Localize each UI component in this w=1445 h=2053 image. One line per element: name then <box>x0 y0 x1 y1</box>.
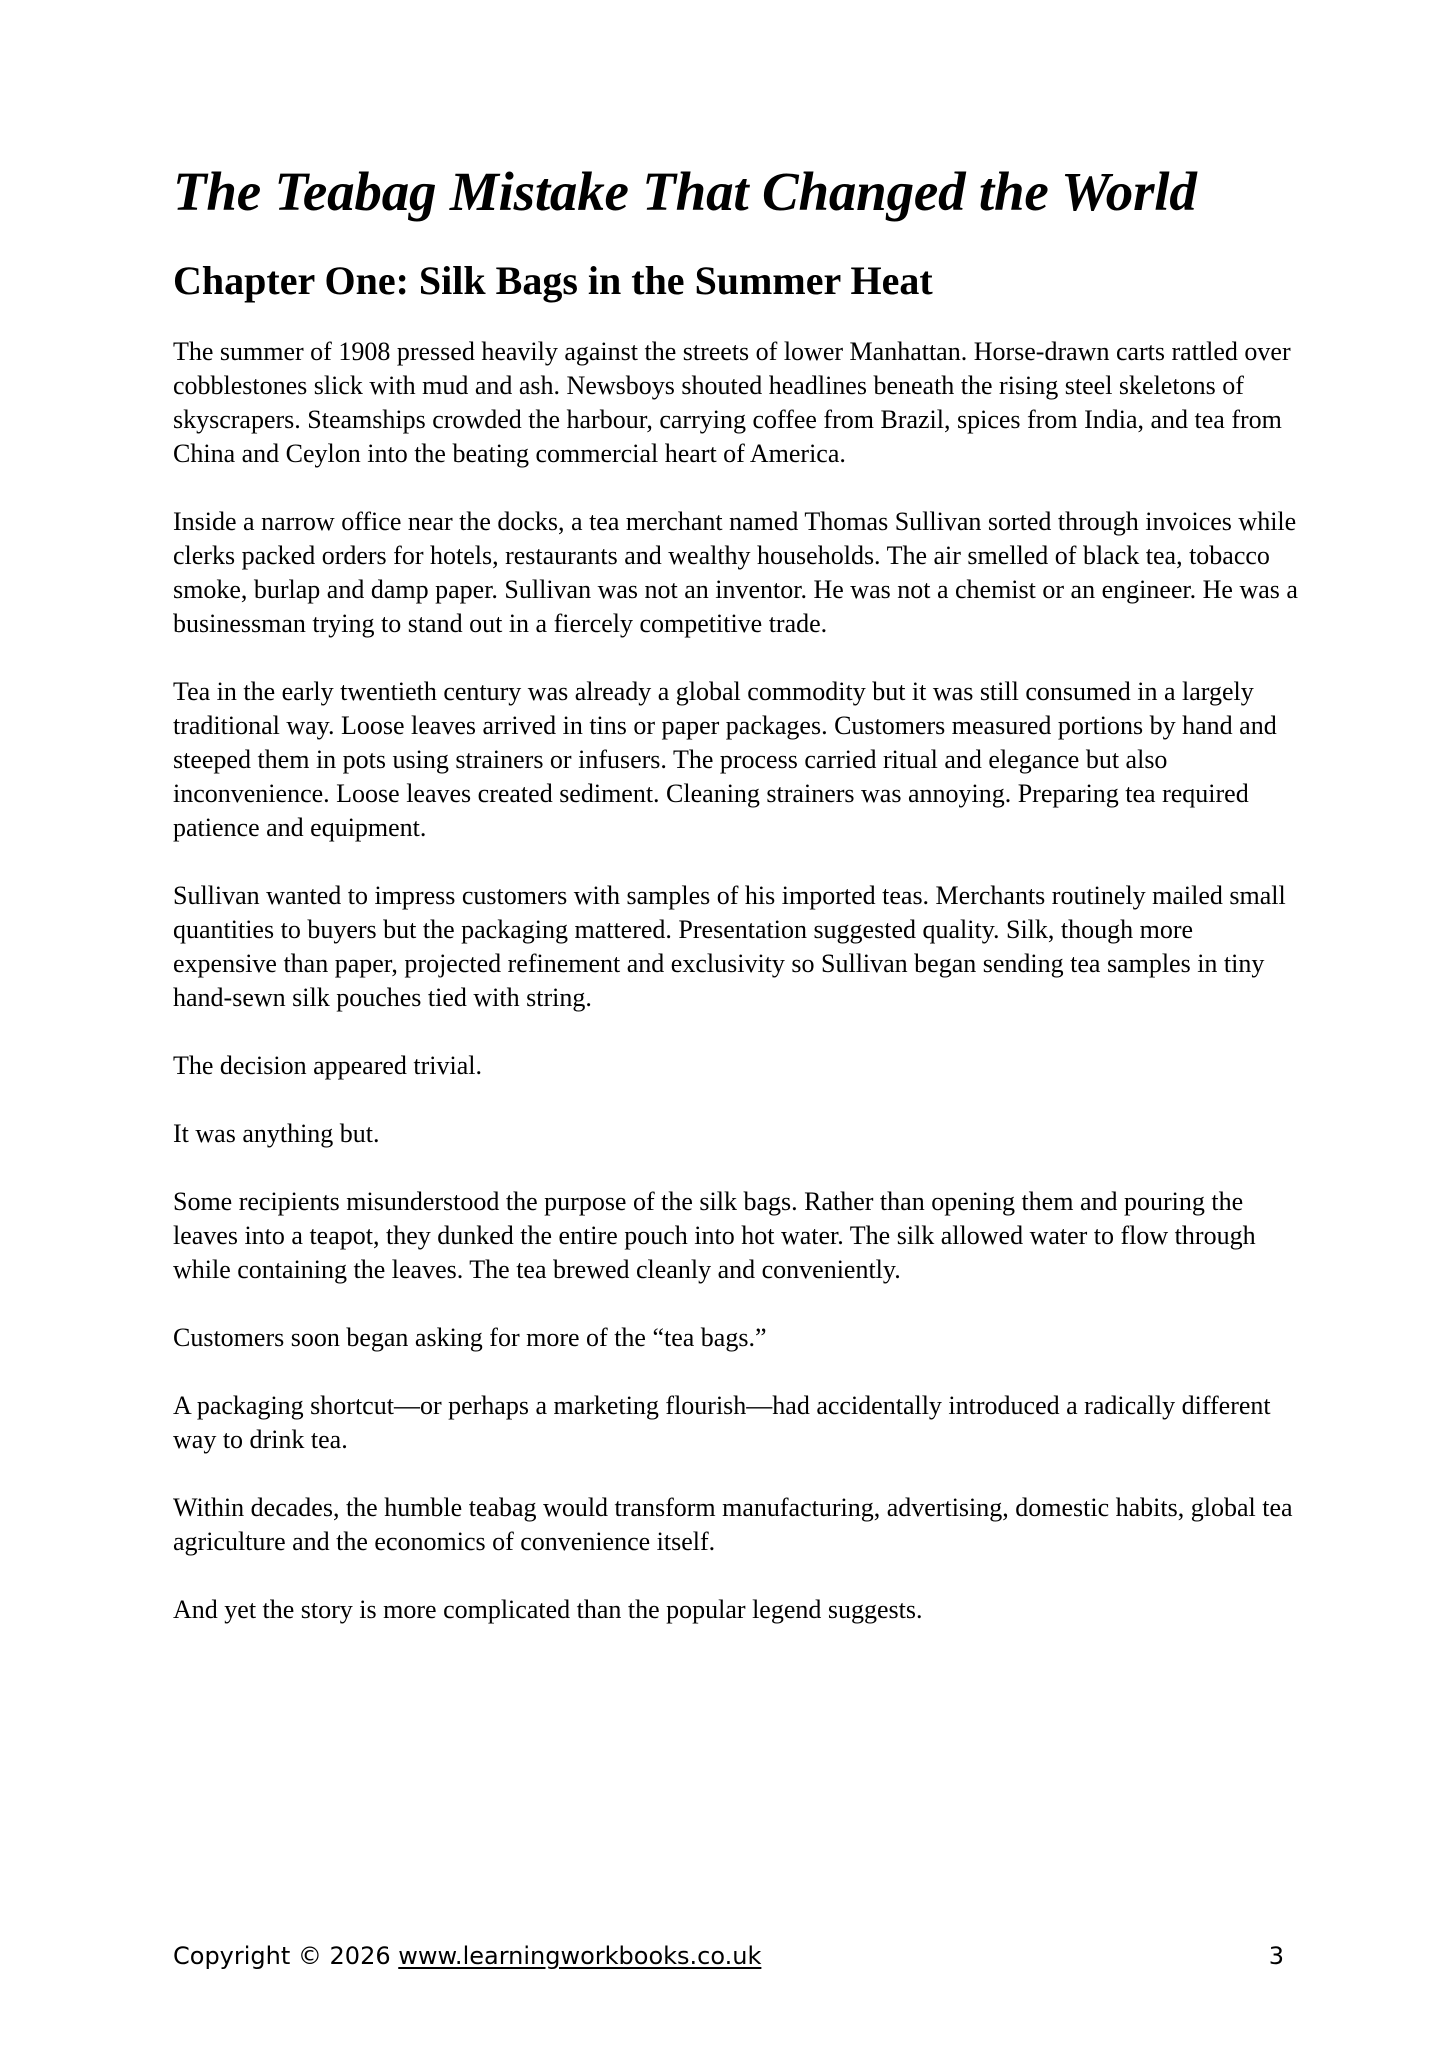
chapter-body <box>173 335 1303 1627</box>
page-footer <box>173 1940 1284 1972</box>
body-paragraph: The summer of 1908 pressed heavily against the streets of lower Manhattan. Horse-drawn carts rattled over cobblestones slick with mud and ash. Newsboys shouted headlines beneath the rising steel skeletons of skyscrapers. Steamships crowded the harbour, carrying coffee from Brazil, spices from India, and tea from China and Ceylon into the beating commercial heart of America. <box>173 337 1291 469</box>
body-paragraph: And yet the story is more complicated than the popular legend suggests. <box>173 1595 923 1625</box>
body-paragraph: Within decades, the humble teabag would transform manufacturing, advertising, domestic habits, global tea agriculture and the economics of convenience itself. <box>173 1493 1293 1557</box>
body-paragraph: A packaging shortcut—or perhaps a marketing flourish—had accidentally introduced a radically different way to drink tea. <box>173 1391 1271 1455</box>
footer-copyright <box>173 1940 761 1972</box>
document-title: The Teabag Mistake That Changed the World <box>173 161 1197 222</box>
page-content <box>173 160 1303 1661</box>
body-paragraph: Customers soon began asking for more of the “tea bags.” <box>173 1323 767 1353</box>
page-number: 3 <box>1268 1942 1284 1970</box>
body-paragraph: Tea in the early twentieth century was already a global commodity but it was still consumed in a largely traditional way. Loose leaves arrived in tins or paper packages. Customers measured portions by hand and steeped them in pots using strainers or infusers. The process carried ritual and elegance but also inconvenience. Loose leaves created sediment. Cleaning strainers was annoying. Preparing tea required patience and equipment. <box>173 677 1277 843</box>
body-paragraph: It was anything but. <box>173 1119 380 1149</box>
copyright-text: Copyright © 2026 <box>173 1942 391 1970</box>
body-paragraph: Sullivan wanted to impress customers with samples of his imported teas. Merchants routinely mailed small quantities to buyers but the packaging mattered. Presentation suggested quality. Silk, though more expensive than paper, projected refinement and exclusivity so Sullivan began sending tea samples in tiny hand-sewn silk pouches tied with string. <box>173 881 1286 1013</box>
chapter-title: Chapter One: Silk Bags in the Summer Heat <box>173 258 933 304</box>
body-paragraph: Some recipients misunderstood the purpose of the silk bags. Rather than opening them and pouring the leaves into a teapot, they dunked the entire pouch into hot water. The silk allowed water to flow through while containing the leaves. The tea brewed cleanly and conveniently. <box>173 1187 1256 1285</box>
body-paragraph: Inside a narrow office near the docks, a tea merchant named Thomas Sullivan sorted through invoices while clerks packed orders for hotels, restaurants and wealthy households. The air smelled of black tea, tobacco smoke, burlap and damp paper. Sullivan was not an inventor. He was not a chemist or an engineer. He was a businessman trying to stand out in a fiercely competitive trade. <box>173 507 1298 639</box>
body-paragraph: The decision appeared trivial. <box>173 1051 482 1081</box>
website-link[interactable]: www.learningworkbooks.co.uk <box>398 1942 762 1970</box>
